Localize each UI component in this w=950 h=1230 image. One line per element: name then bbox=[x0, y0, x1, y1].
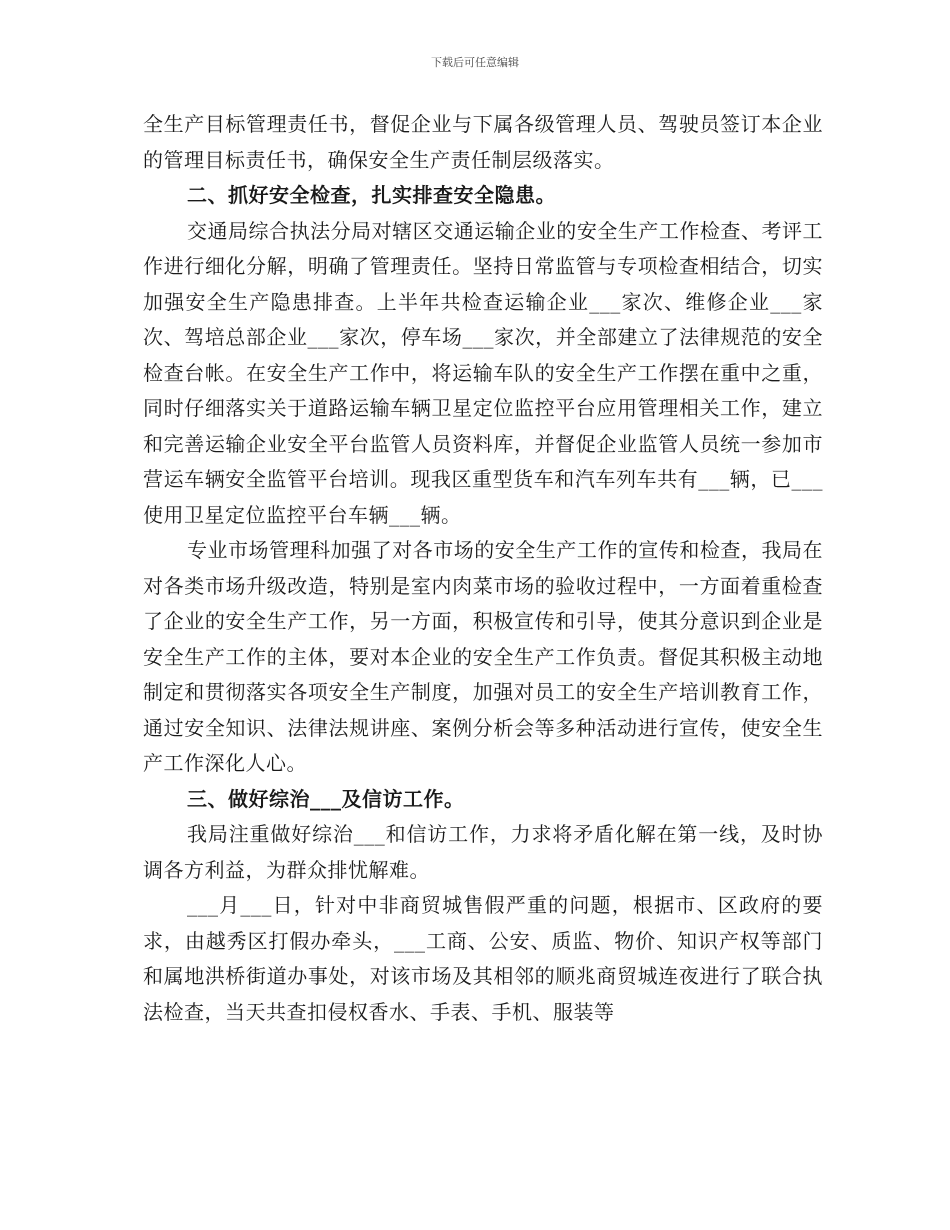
body-paragraph: 全生产目标管理责任书，督促企业与下属各级管理人员、驾驶员签订本企业的管理目标责任书，确保安全生产责任制层级落实。 bbox=[143, 112, 823, 172]
body-paragraph: 交通局综合执法分局对辖区交通运输企业的安全生产工作检查、考评工作进行细化分解，明确了管理责任。坚持日常监管与专项检查相结合，切实加强安全生产隐患排查。上半年共检查运输企业___家次、维修企业___家次、驾培总部企业___家次，停车场___家次，并全部建立了法律规范的安全检查台帐。在安全生产工作中，将运输车队的安全生产工作摆在重中之重，同时仔细落实关于道路运输车辆卫星定位监控平台应用管理相关工作，建立和完善运输企业安全平台监管人员资料库，并督促企业监管人员统一参加市营运车辆安全监管平台培训。现我区重型货车和汽车列车共有___辆，已___使用卫星定位监控平台车辆___辆。 bbox=[143, 218, 823, 527]
body-paragraph: ___月___日，针对中非商贸城售假严重的问题，根据市、区政府的要求，由越秀区打假办牵头，___工商、公安、质监、物价、知识产权等部门和属地洪桥街道办事处，对该市场及其相邻的顺兆商贸城连夜进行了联合执法检查，当天共查扣侵权香水、手表、手机、服装等 bbox=[143, 893, 823, 1024]
document-body bbox=[143, 107, 823, 1030]
body-paragraph: 我局注重做好综治___和信访工作，力求将矛盾化解在第一线，及时协调各方利益，为群众排忧解难。 bbox=[143, 822, 823, 882]
section-heading: 三、做好综治___及信访工作。 bbox=[187, 786, 465, 811]
body-paragraph: 专业市场管理科加强了对各市场的安全生产工作的宣传和检查，我局在对各类市场升级改造，特别是室内肉菜市场的验收过程中，一方面着重检查了企业的安全生产工作，另一方面，积极宣传和引导，使其分意识到企业是安全生产工作的主体，要对本企业的安全生产工作负责。督促其积极主动地制定和贯彻落实各项安全生产制度，加强对员工的安全生产培训教育工作，通过安全知识、法律法规讲座、案例分析会等多种活动进行宣传，使安全生产工作深化人心。 bbox=[143, 538, 823, 775]
page-header: 下载后可任意编辑 bbox=[431, 56, 519, 69]
section-heading: 二、抓好安全检查，扎实排查安全隐患。 bbox=[187, 183, 556, 207]
